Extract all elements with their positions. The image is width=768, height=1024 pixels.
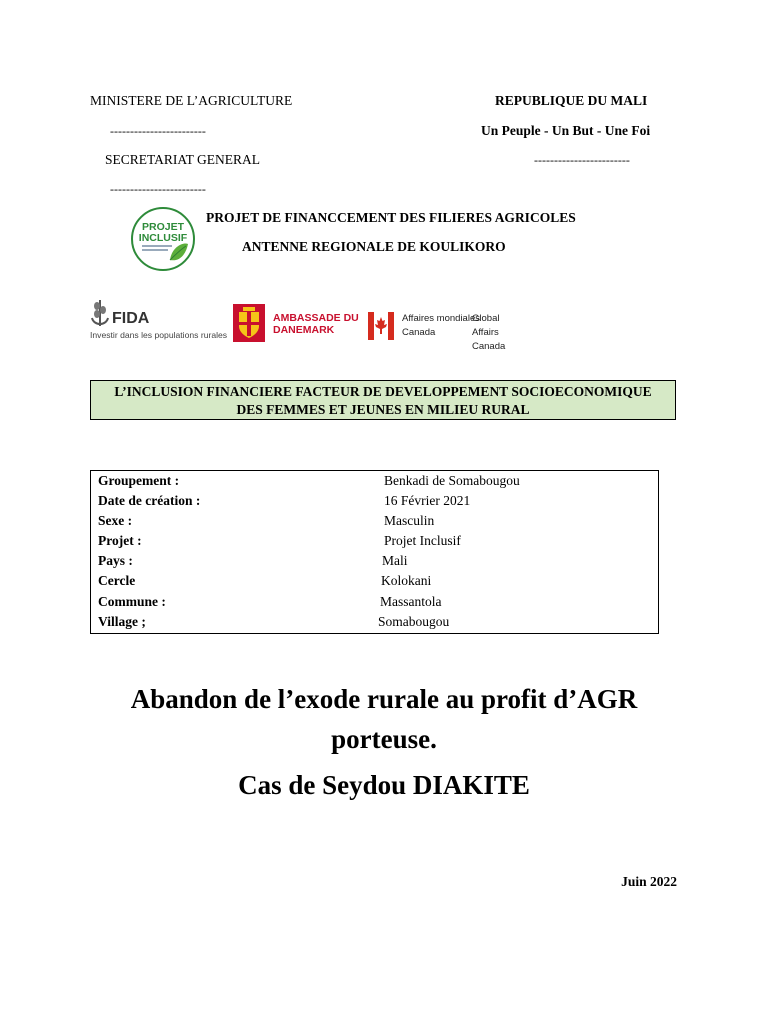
svg-text:INCLUSIF: INCLUSIF	[138, 232, 188, 244]
info-row-date	[91, 493, 658, 513]
info-row-village	[91, 614, 658, 634]
main-title-line-2: porteuse.	[331, 724, 437, 754]
ministry-label: MINISTERE DE L’AGRICULTURE	[90, 93, 293, 108]
canada-fr-line2: Canada	[402, 327, 436, 338]
banner-line-1: L’INCLUSION FINANCIERE FACTEUR DE DEVELOPPEMENT SOCIOECONOMIQUE	[114, 384, 652, 399]
info-label: Sexe :	[98, 513, 133, 528]
info-value: Somabougou	[378, 614, 450, 629]
canada-flag-icon	[368, 312, 394, 340]
info-value: Masculin	[384, 513, 435, 528]
canada-english-text	[472, 312, 518, 354]
canada-fr-line1: Affaires mondiales	[402, 313, 480, 324]
separator-left-2: ------------------------	[110, 182, 206, 196]
secretariat-label: SECRETARIAT GENERAL	[105, 152, 261, 167]
projet-inclusif-logo	[130, 206, 196, 272]
separator-left-1: ------------------------	[110, 124, 206, 138]
canada-en-line2: Canada	[472, 341, 506, 352]
separator-right: ------------------------	[534, 153, 630, 167]
project-title: PROJET DE FINANCCEMENT DES FILIERES AGRICOLES	[206, 210, 576, 225]
danish-embassy-line1: AMBASSADE DU	[273, 312, 359, 324]
banner-line-2: DES FEMMES ET JEUNES EN MILIEU RURAL	[236, 402, 530, 417]
info-value: Kolokani	[381, 573, 432, 588]
info-value: Mali	[382, 553, 408, 568]
canada-en-line1: Global Affairs	[472, 313, 500, 338]
info-value: Benkadi de Somabougou	[384, 473, 520, 488]
info-row-cercle	[91, 573, 658, 593]
info-label: Village ;	[98, 614, 146, 629]
info-row-projet	[91, 533, 658, 553]
antenna-title: ANTENNE REGIONALE DE KOULIKORO	[242, 239, 506, 254]
info-label: Projet :	[98, 533, 142, 548]
info-row-sexe	[91, 513, 658, 533]
danish-coat-of-arms-icon	[233, 304, 265, 342]
wheat-icon	[90, 298, 110, 328]
info-label: Date de création :	[98, 493, 201, 508]
info-table	[90, 470, 659, 634]
info-value: Projet Inclusif	[384, 533, 461, 548]
national-motto: Un Peuple - Un But - Une Foi	[481, 123, 651, 138]
fida-logo	[88, 296, 234, 342]
main-title-line-1: Abandon de l’exode rurale au profit d’AGR	[130, 684, 638, 714]
info-label: Pays :	[98, 553, 133, 568]
document-date: Juin 2022	[621, 874, 677, 889]
svg-text:PROJET: PROJET	[141, 221, 185, 233]
fida-tagline: Investir dans les populations rurales	[90, 330, 228, 340]
danish-embassy-logo	[233, 304, 363, 342]
info-row-groupement	[91, 473, 658, 493]
case-subtitle: Cas de Seydou DIAKITE	[238, 770, 530, 800]
global-affairs-canada-logo	[368, 310, 518, 352]
info-row-pays	[91, 553, 658, 573]
republic-label: REPUBLIQUE DU MALI	[495, 93, 648, 108]
info-label: Cercle	[98, 573, 136, 588]
projet-inclusif-emblem	[130, 206, 196, 272]
info-label: Commune :	[98, 594, 166, 609]
theme-banner	[90, 380, 676, 420]
info-label: Groupement :	[98, 473, 180, 488]
info-row-commune	[91, 594, 658, 614]
info-value: Massantola	[380, 594, 442, 609]
canada-french-text	[402, 312, 480, 340]
danish-embassy-line2: DANEMARK	[273, 324, 335, 336]
fida-name: FIDA	[112, 310, 150, 327]
danish-embassy-text	[273, 312, 359, 336]
info-value: 16 Février 2021	[384, 493, 471, 508]
